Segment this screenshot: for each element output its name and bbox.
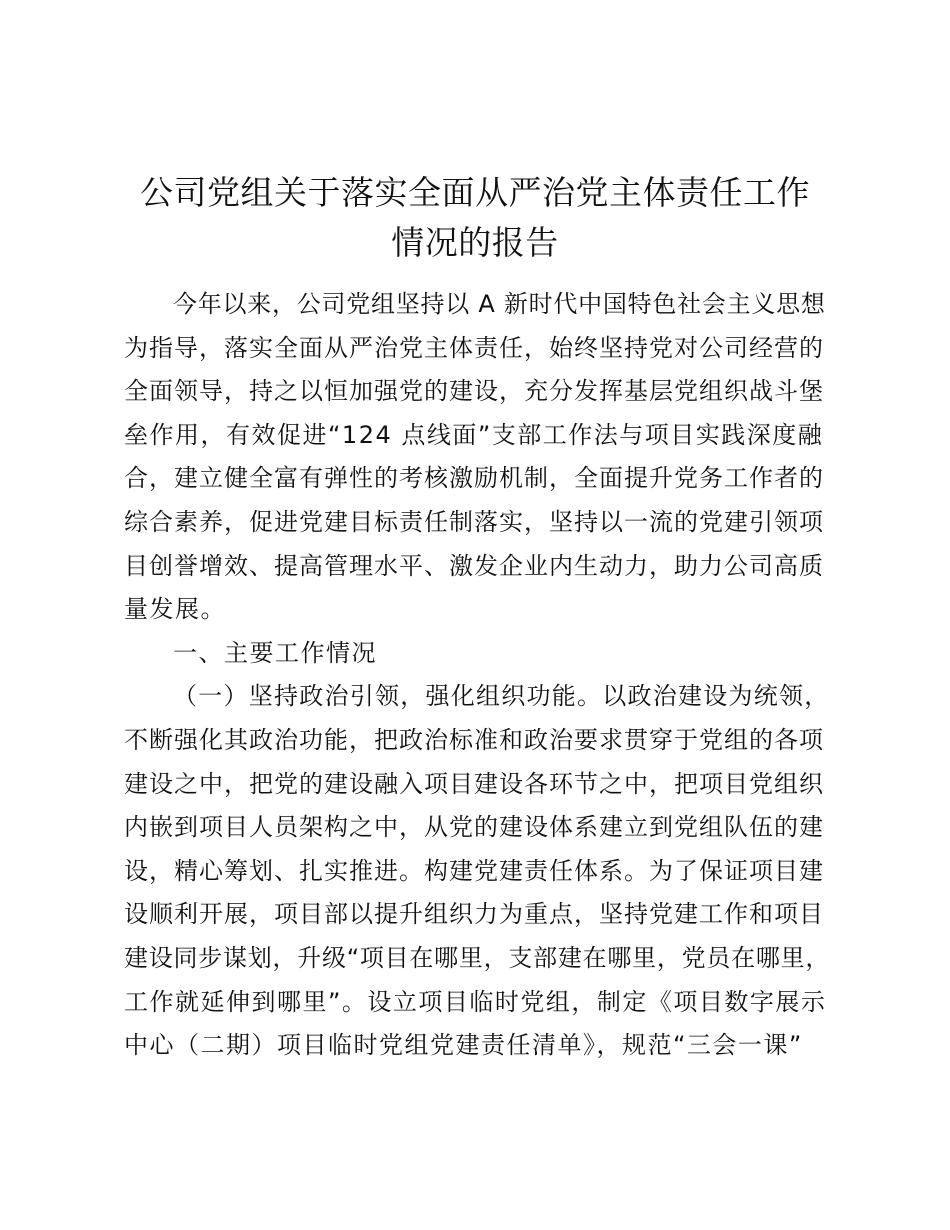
paragraph-section1-line: 中心（二期）项目临时党组党建责任清单》，规范“三会一课” bbox=[124, 1031, 803, 1060]
document-body bbox=[124, 283, 830, 1068]
section-heading: 一、主要工作情况 bbox=[173, 638, 377, 667]
paragraph-intro-line: 今年以来，公司党组坚持以 A 新时代中国特色社会主义思想 bbox=[173, 290, 826, 318]
title-line-1: 公司党组关于落实全面从严治党主体责任工作 bbox=[140, 173, 810, 212]
paragraph-intro-line: 为指导，落实全面从严治党主体责任，始终坚持党对公司经营的 bbox=[124, 333, 824, 362]
paragraph-intro-line: 全面领导，持之以恒加强党的建设，充分发挥基层党组织战斗堡 bbox=[124, 377, 824, 406]
paragraph-section1-line: 设，精心筹划、扎实推进。构建党建责任体系。为了保证项目建 bbox=[124, 856, 824, 885]
paragraph-section1-line: 建设之中，把党的建设融入项目建设各环节之中，把项目党组织 bbox=[124, 769, 824, 798]
paragraph-section1-line: 不断强化其政治功能，把政治标准和政治要求贯穿于党组的各项 bbox=[124, 725, 824, 754]
paragraph-intro-line: 综合素养，促进党建目标责任制落实，坚持以一流的党建引领项 bbox=[124, 507, 824, 536]
document-title bbox=[0, 168, 950, 268]
paragraph-section1-line: 建设同步谋划，升级“项目在哪里，支部建在哪里，党员在哪里， bbox=[124, 943, 831, 972]
title-line-2: 情况的报告 bbox=[391, 223, 559, 262]
paragraph-section1-line: 工作就延伸到哪里”。设立项目临时党组，制定《项目数字展示 bbox=[124, 987, 827, 1016]
paragraph-section1-line: 设顺利开展，项目部以提升组织力为重点，坚持党建工作和项目 bbox=[124, 900, 824, 929]
paragraph-intro-line: 目创誉增效、提高管理水平、激发企业内生动力，助力公司高质 bbox=[124, 551, 824, 580]
paragraph-intro-line: 量发展。 bbox=[124, 595, 226, 624]
paragraph-intro-line: 垒作用，有效促进“124 点线面”支部工作法与项目实践深度融 bbox=[124, 420, 824, 449]
paragraph-section1-line: （一）坚持政治引领，强化组织功能。以政治建设为统领， bbox=[173, 682, 830, 711]
paragraph-intro-line: 合，建立健全富有弹性的考核激励机制，全面提升党务工作者的 bbox=[124, 464, 824, 493]
paragraph-section1-line: 内嵌到项目人员架构之中，从党的建设体系建立到党组队伍的建 bbox=[124, 813, 824, 842]
